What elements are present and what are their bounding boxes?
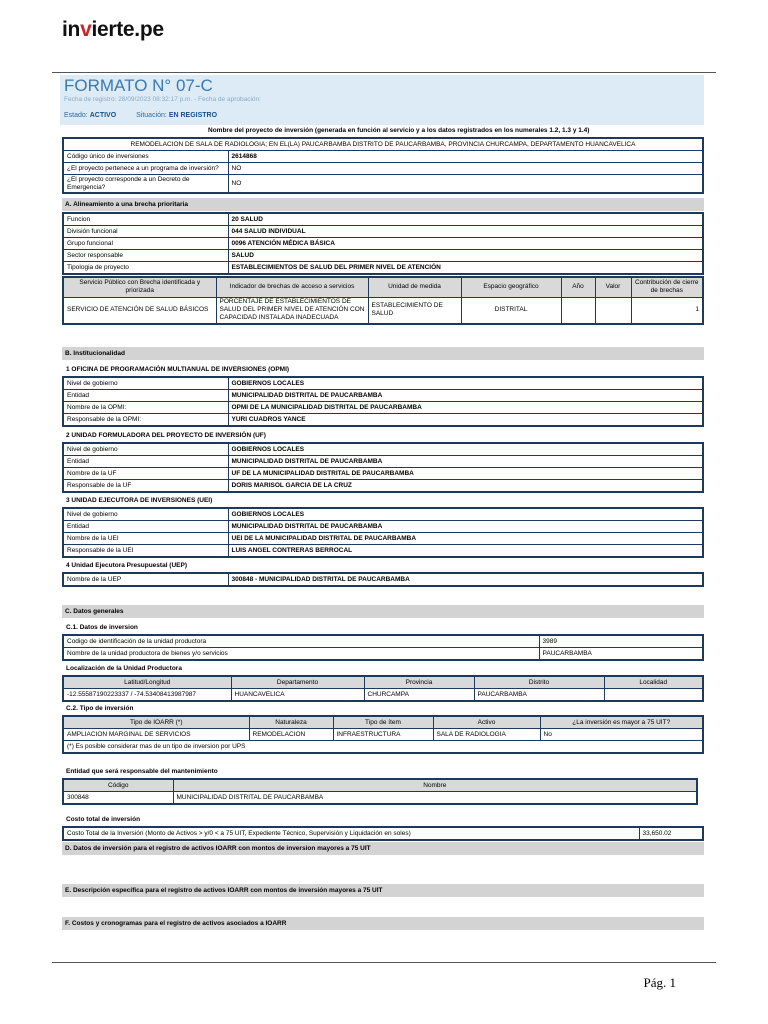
costo-heading: Costo total de inversión	[66, 816, 141, 823]
table-cell: 0096 ATENCIÓN MÉDICA BÁSICA	[228, 238, 703, 250]
table-cell: REMODELACION	[249, 729, 333, 741]
situacion-value: EN REGISTRO	[168, 112, 218, 119]
table-cell: Entidad	[63, 521, 228, 533]
brecha-table	[62, 276, 704, 325]
table-cell: 3989	[539, 635, 703, 648]
registration-dates: Fecha de registro: 28/09/2023 08:32:17 p.m. - Fecha de aprobación:	[64, 96, 261, 103]
table-row	[63, 238, 703, 250]
table-row	[63, 262, 703, 275]
table-cell: ¿El proyecto corresponde a un Decreto de Emergencia?	[63, 175, 228, 194]
table-cell	[604, 689, 703, 702]
table-cell: SERVICIO DE ATENCIÓN DE SALUD BÁSICOS	[63, 297, 216, 324]
table-cell: MUNICIPALIDAD DISTRITAL DE PAUCARBAMBA	[228, 456, 703, 468]
table-cell: 300848 - MUNICIPALIDAD DISTRITAL DE PAUCARBAMBA	[228, 573, 703, 586]
table-cell: Sector responsable	[63, 250, 228, 262]
table-cell: Nombre de la UF	[63, 468, 228, 480]
mantenimiento-table	[62, 778, 698, 805]
table-row	[63, 390, 703, 402]
table-header-cell: Tipo de IOARR (*)	[63, 716, 249, 729]
table-cell: -12.55587190223337 / -74.53408413987987	[63, 689, 231, 702]
table-header-cell: Departamento	[231, 676, 364, 689]
table-row	[63, 250, 703, 262]
table-cell: 2614868	[228, 151, 703, 163]
project-table	[62, 137, 704, 194]
status-line: Estado: ACTIVO Situación: EN REGISTRO	[64, 112, 218, 119]
table-cell: UF DE LA MUNICIPALIDAD DISTRITAL DE PAUCARBAMBA	[228, 468, 703, 480]
table-row	[63, 533, 703, 545]
table-header-cell: Código	[63, 779, 173, 792]
table-cell: Nombre de la UEP	[63, 573, 228, 586]
table-cell: Código único de inversiones	[63, 151, 228, 163]
project-name: REMODELACION DE SALA DE RADIOLOGIA; EN EL(LA) PAUCARBAMBA DISTRITO DE PAUCARBAMBA, PROVINCIA CHURCAMPA, DEPARTAMENTO HUANCAVELICA	[63, 138, 703, 151]
table-row	[63, 676, 703, 689]
table-cell: DORIS MARISOL GARCIA DE LA CRUZ	[228, 480, 703, 493]
section-f-title: F. Costos y cronogramas para el registro de activos asociados a IOARR	[62, 917, 704, 930]
table-row	[63, 827, 703, 840]
table-cell: UEI DE LA MUNICIPALIDAD DISTRITAL DE PAUCARBAMBA	[228, 533, 703, 545]
table-row	[63, 443, 703, 456]
c1-heading: C.1. Datos de inversion	[66, 624, 138, 631]
table-header-cell: Año	[561, 277, 595, 297]
table-row	[63, 213, 703, 226]
table-cell: Codigo de identificación de la unidad productora	[63, 635, 539, 648]
table-row	[63, 741, 703, 754]
table-cell: SALA DE RADIOLOGIA	[433, 729, 540, 741]
table-row	[63, 521, 703, 533]
table-cell: Nivel de gobierno	[63, 508, 228, 521]
table-row	[63, 297, 703, 324]
mantenimiento-heading: Entidad que será responsable del mantenimiento	[66, 768, 218, 775]
table-cell: OPMI DE LA MUNICIPALIDAD DISTRITAL DE PAUCARBAMBA	[228, 402, 703, 414]
table-row	[63, 792, 697, 805]
tipo-inversion-table	[62, 715, 704, 754]
table-cell: Responsable de la UF	[63, 480, 228, 493]
uei-table	[62, 507, 704, 558]
table-cell: Costo Total de la Inversión (Monto de Activos > y/0 < a 75 UIT, Expediente Técnico, Supervisión y Liquidación en soles)	[63, 827, 639, 840]
table-cell: ESTABLECIMIENTO DE SALUD	[368, 297, 461, 324]
table-header-cell: Tipo de ítem	[333, 716, 433, 729]
table-cell: No	[540, 729, 703, 741]
table-cell	[595, 297, 631, 324]
table-header-cell: Servicio Público con Brecha identificada y priorizada	[63, 277, 216, 297]
table-header-cell: Unidad de medida	[368, 277, 461, 297]
table-cell: PAUCARBAMBA	[474, 689, 604, 702]
table-cell: Entidad	[63, 390, 228, 402]
table-cell	[561, 297, 595, 324]
table-cell: ¿El proyecto pertenece a un programa de inversión?	[63, 163, 228, 175]
table-cell: División funcional	[63, 226, 228, 238]
table-cell: Tipologia de proyecto	[63, 262, 228, 275]
c1-table	[62, 634, 704, 661]
localizacion-heading: Localización de la Unidad Productora	[66, 665, 182, 672]
section-b-title: B. Institucionalidad	[62, 347, 704, 360]
invierte-logo: invierte.pe	[62, 18, 164, 41]
table-cell: NO	[228, 163, 703, 175]
table-row	[63, 151, 703, 163]
table-cell: PORCENTAJE DE ESTABLECIMIENTOS DE SALUD DEL PRIMER NIVEL DE ATENCIÓN CON CAPACIDAD INSTALADA INADECUADA	[216, 297, 368, 324]
table-row	[63, 163, 703, 175]
table-cell: DISTRITAL	[461, 297, 561, 324]
table-cell: HUANCAVELICA	[231, 689, 364, 702]
table-cell: Nombre de la UEI	[63, 533, 228, 545]
table-row	[63, 573, 703, 586]
table-cell: Entidad	[63, 456, 228, 468]
table-header-cell: Nombre	[173, 779, 697, 792]
page-number: Pág. 1	[643, 975, 676, 990]
table-row	[63, 689, 703, 702]
table-cell: YURI CUADROS YANCE	[228, 414, 703, 427]
table-cell: 044 SALUD INDIVIDUAL	[228, 226, 703, 238]
table-header-cell: Distrito	[474, 676, 604, 689]
estado-value: ACTIVO	[89, 112, 117, 119]
table-cell: Funcion	[63, 213, 228, 226]
table-cell: Nivel de gobierno	[63, 377, 228, 390]
table-row	[63, 716, 703, 729]
table-header-cell: Activo	[433, 716, 540, 729]
table-row	[63, 648, 703, 661]
table-row	[63, 175, 703, 194]
table-row	[63, 402, 703, 414]
table-header-cell: Espacio geográfico	[461, 277, 561, 297]
table-row	[63, 480, 703, 493]
opmi-table	[62, 376, 704, 427]
table-cell: 1	[631, 297, 703, 324]
table-row	[63, 635, 703, 648]
table-cell: MUNICIPALIDAD DISTRITAL DE PAUCARBAMBA	[228, 390, 703, 402]
uep-heading: 4 Unidad Ejecutora Presupuestal (UEP)	[66, 562, 188, 569]
table-row	[63, 729, 703, 741]
table-row	[63, 277, 703, 297]
table-cell: NO	[228, 175, 703, 194]
table-row	[63, 545, 703, 558]
top-divider	[52, 72, 716, 73]
section-e-title: E. Descripción específica para el registro de activos IOARR con montos de inversión mayores a 75 UIT	[62, 884, 704, 897]
table-cell: Nombre de la OPMI:	[63, 402, 228, 414]
uep-table	[62, 572, 704, 587]
table-header-cell: Valor	[595, 277, 631, 297]
table-header-cell: Naturaleza	[249, 716, 333, 729]
c2-heading: C.2. Tipo de inversión	[66, 705, 134, 712]
table-cell: SALUD	[228, 250, 703, 262]
alineamiento-table	[62, 212, 704, 275]
section-a-title: A. Alineamiento a una brecha prioritaria	[62, 198, 704, 211]
table-header-cell: Latitud/Longitud	[63, 676, 231, 689]
table-cell: PAUCARBAMBA	[539, 648, 703, 661]
table-row	[63, 468, 703, 480]
table-row	[63, 414, 703, 427]
table-cell: ESTABLECIMIENTOS DE SALUD DEL PRIMER NIVEL DE ATENCIÓN	[228, 262, 703, 275]
table-row	[63, 138, 703, 151]
bottom-divider	[52, 962, 716, 963]
table-cell: GOBIERNOS LOCALES	[228, 377, 703, 390]
uf-heading: 2 UNIDAD FORMULADORA DEL PROYECTO DE INVERSIÓN (UF)	[66, 432, 266, 439]
project-name-heading: Nombre del proyecto de inversión (generada en función al servicio y a los datos registrados en los numerales 1.2, 1.3 y 1.4)	[208, 127, 590, 134]
form-title: FORMATO N° 07-C	[64, 76, 213, 95]
table-header-cell: Provincia	[364, 676, 474, 689]
table-header-cell: Localidad	[604, 676, 703, 689]
table-header-cell: Contribución de cierre de brechas	[631, 277, 703, 297]
table-cell: 20 SALUD	[228, 213, 703, 226]
table-cell: GOBIERNOS LOCALES	[228, 443, 703, 456]
costo-total-value: 33,650.02	[639, 827, 703, 840]
table-row	[63, 508, 703, 521]
opmi-heading: 1 OFICINA DE PROGRAMACIÓN MULTIANUAL DE INVERSIONES (OPMI)	[66, 366, 290, 373]
table-cell: Nivel de gobierno	[63, 443, 228, 456]
table-header-cell: Indicador de brechas de acceso a servicios	[216, 277, 368, 297]
table-row	[63, 226, 703, 238]
table-cell: CHURCAMPA	[364, 689, 474, 702]
c2-note: (*) Es posible considerar mas de un tipo de inversion por UPS	[63, 741, 703, 754]
table-cell: INFRAESTRUCTURA	[333, 729, 433, 741]
uf-table	[62, 442, 704, 493]
section-d-title: D. Datos de inversión para el registro de activos IOARR con montos de inversion mayores a 75 UIT	[62, 842, 704, 855]
table-cell: MUNICIPALIDAD DISTRITAL DE PAUCARBAMBA	[228, 521, 703, 533]
table-row	[63, 456, 703, 468]
table-header-cell: ¿La inversión es mayor a 75 UIT?	[540, 716, 703, 729]
table-row	[63, 377, 703, 390]
table-cell: Responsable de la UEI	[63, 545, 228, 558]
localizacion-table	[62, 675, 704, 702]
table-cell: GOBIERNOS LOCALES	[228, 508, 703, 521]
table-cell: Nombre de la unidad productora de bienes y/o servicios	[63, 648, 539, 661]
uei-heading: 3 UNIDAD EJECUTORA DE INVERSIONES (UEI)	[66, 497, 213, 504]
costo-table	[62, 826, 704, 841]
section-c-title: C. Datos generales	[62, 605, 704, 618]
table-cell: Responsable de la OPMI:	[63, 414, 228, 427]
table-cell: Grupo funcional	[63, 238, 228, 250]
table-cell: AMPLIACION MARGINAL DE SERVICIOS	[63, 729, 249, 741]
table-row	[63, 779, 697, 792]
table-cell: MUNICIPALIDAD DISTRITAL DE PAUCARBAMBA	[173, 792, 697, 805]
table-cell: 300848	[63, 792, 173, 805]
table-cell: LUIS ANGEL CONTRERAS BERROCAL	[228, 545, 703, 558]
